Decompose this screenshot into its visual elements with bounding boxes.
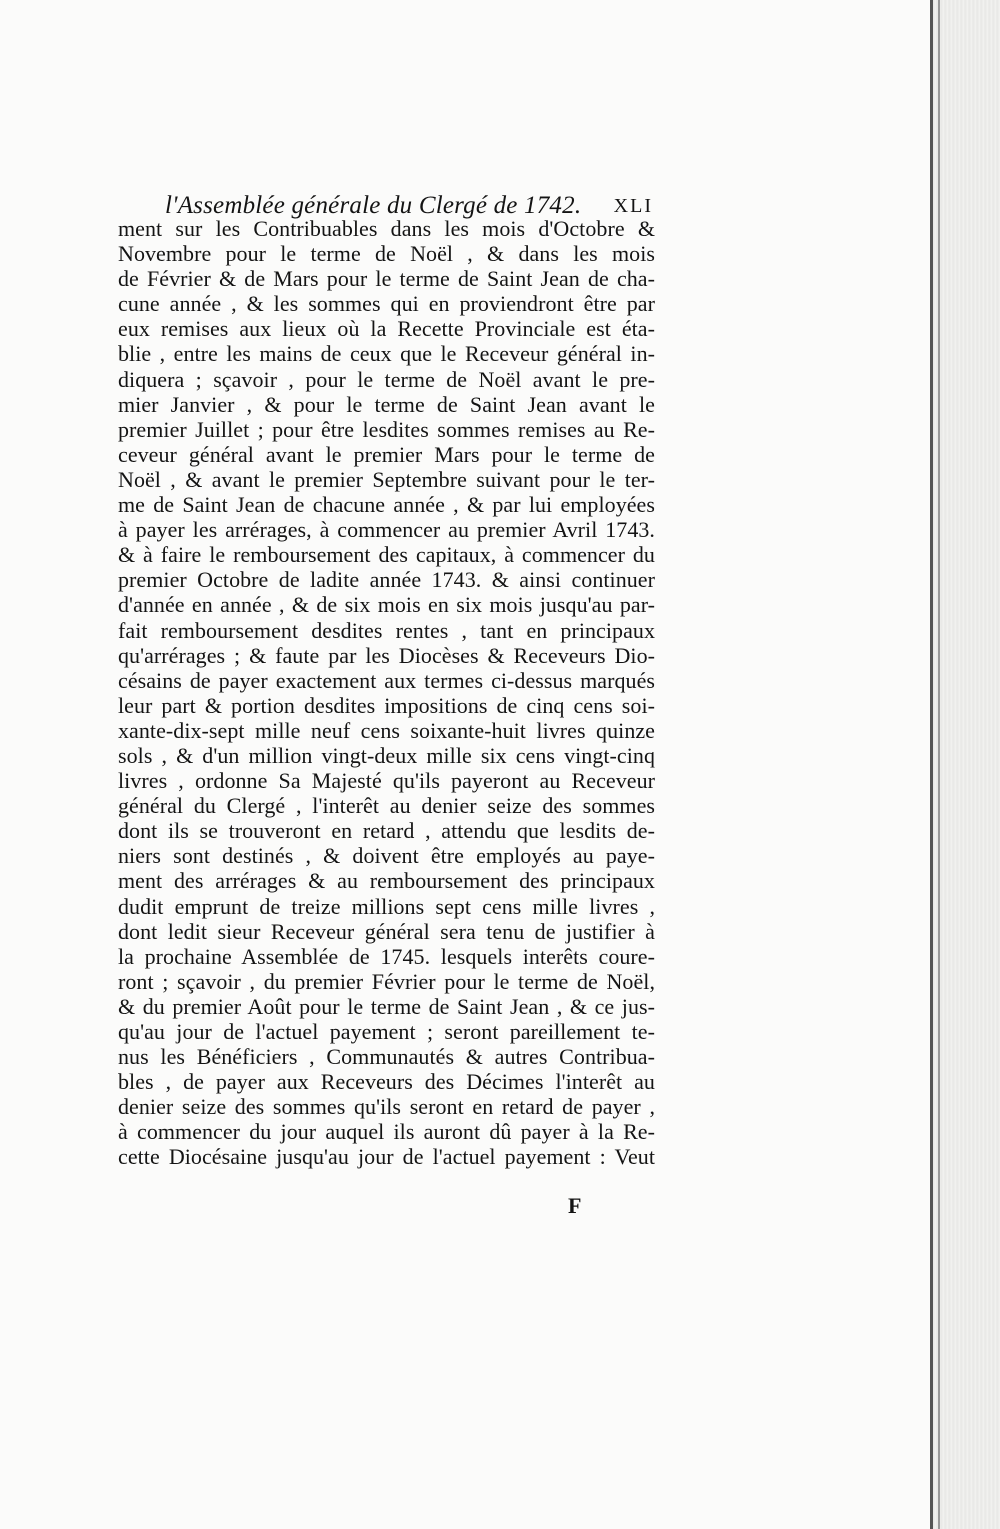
text-line: d'année en année , & de six mois en six mois jusqu'au par- [118,592,655,618]
text-line: & du premier Août pour le terme de Saint Jean , & ce jus- [118,993,655,1019]
body-text [118,216,655,1170]
text-line: niers sont destinés , & doivent être employés au paye- [118,843,655,869]
text-line: denier seize des sommes qu'ils seront en retard de payer , [118,1094,655,1120]
text-line: qu'arrérages ; & faute par les Diocèses & Receveurs Dio- [118,642,655,668]
text-line: cette Diocésaine jusqu'au jour de l'actuel payement : Veut [118,1144,655,1170]
text-line: Novembre pour le terme de Noël , & dans les mois [118,241,655,267]
text-line: cune année , & les sommes qui en proviendront être par [118,291,655,317]
text-line: de Février & de Mars pour le terme de Saint Jean de cha- [118,266,655,292]
text-line: sols , & d'un million vingt-deux mille six cens vingt-cinq [118,742,655,768]
text-line: dudit emprunt de treize millions sept cens mille livres , [118,893,655,919]
text-line: eux remises aux lieux où la Recette Provinciale est éta- [118,316,655,342]
text-line: leur part & portion desdites impositions de cinq cens soi- [118,692,655,718]
text-line: diquera ; sçavoir , pour le terme de Noël avant le pre- [118,366,655,392]
text-line: dont ledit sieur Receveur général sera tenu de justifier à [118,918,655,944]
signature-mark: F [568,1193,582,1218]
text-line: ment des arrérages & au remboursement des principaux [118,868,655,894]
text-line: premier Octobre de ladite année 1743. & ainsi continuer [118,567,655,593]
text-line: mier Janvier , & pour le terme de Saint Jean avant le [118,391,655,417]
text-line: à payer les arrérages, à commencer au premier Avril 1743. [118,517,655,543]
text-line: Noël , & avant le premier Septembre suivant pour le ter- [118,466,655,492]
text-line: premier Juillet ; pour être lesdites sommes remises au Re- [118,416,655,442]
text-line: bles , de payer aux Receveurs des Décimes l'interêt au [118,1069,655,1095]
text-line: & à faire le remboursement des capitaux, à commencer du [118,542,655,568]
text-line: fait remboursement desdites rentes , tant en principaux [118,617,655,643]
text-line: ment sur les Contribuables dans les mois d'Octobre & [118,216,655,241]
page-edge-gutter [930,0,1000,1529]
text-line: nus les Bénéficiers , Communautés & autres Contribua- [118,1044,655,1070]
text-line: qu'au jour de l'actuel payement ; seront pareillement te- [118,1019,655,1044]
page-number: XLI [613,195,653,217]
text-line: xante-dix-sept mille neuf cens soixante-huit livres quinze [118,717,655,743]
running-head-title: l'Assemblée générale du Clergé de 1742. [165,192,582,219]
text-line: la prochaine Assemblée de 1745. lesquels interêts coure- [118,943,655,969]
text-line: à commencer du jour auquel ils auront dû payer à la Re- [118,1119,655,1145]
text-line: dont ils se trouveront en retard , attendu que lesdits de- [118,818,655,844]
text-line: me de Saint Jean de chacune année , & par lui employées [118,492,655,518]
text-line: ceveur général avant le premier Mars pour le terme de [118,441,655,467]
text-line: blie , entre les mains de ceux que le Receveur général in- [118,341,655,367]
text-line: césains de payer exactement aux termes ci-dessus marqués [118,667,655,693]
text-line: livres , ordonne Sa Majesté qu'ils payeront au Receveur [118,768,655,794]
text-line: ront ; sçavoir , du premier Février pour le terme de Noël, [118,968,655,994]
text-line: général du Clergé , l'interêt au denier seize des sommes [118,793,655,819]
